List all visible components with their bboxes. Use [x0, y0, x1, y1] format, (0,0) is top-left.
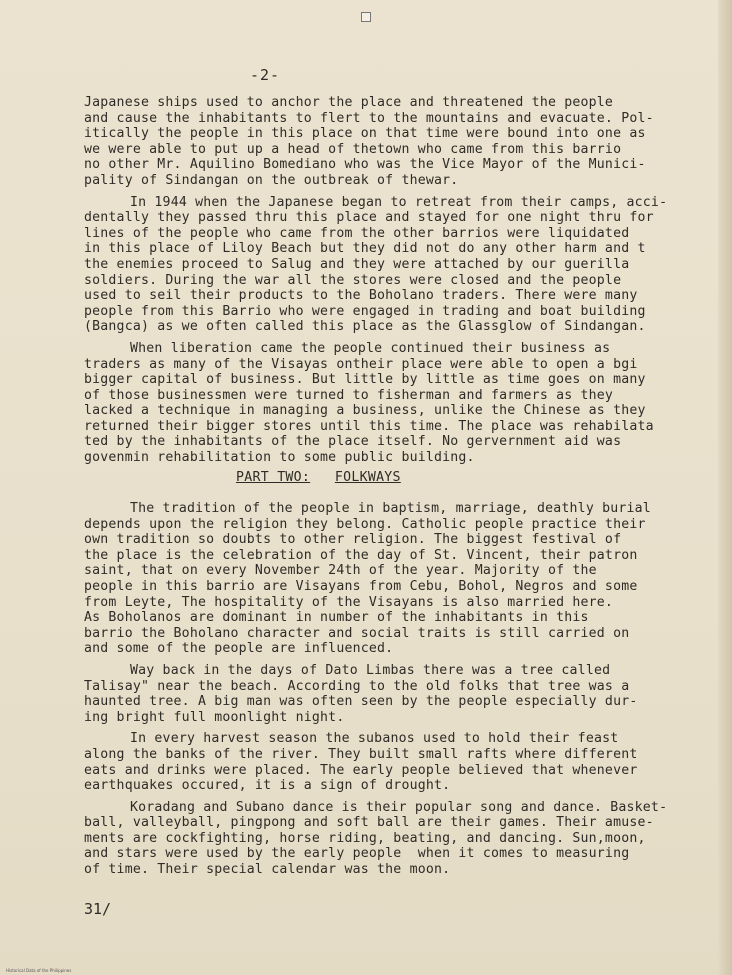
paragraph [84, 195, 724, 335]
text-line: (Bangca) as we often called this place as the Glassglow of Sindangan. [84, 319, 646, 335]
staple-mark [361, 12, 371, 22]
text-line: haunted tree. A big man was often seen by the people especially dur- [84, 694, 638, 710]
paragraph [84, 501, 724, 657]
section-heading-title: FOLKWAYS [334, 470, 401, 485]
text-line: dentally they passed thru this place and stayed for one night thru for [84, 210, 654, 226]
text-line: Talisay" near the beach. According to the old folks that tree was a [84, 678, 630, 694]
text-line: soldiers. During the war all the stores were closed and the people [84, 272, 622, 288]
text-line: of those businessmen were turned to fisherman and farmers as they [84, 387, 614, 403]
text-line: lines of the people who came from the other barrios were liquidated [84, 225, 630, 241]
text-line: in this place of Liloy Beach but they did not do any other harm and t [84, 241, 646, 257]
text-line: used to seil their products to the Boholano traders. There were many [84, 288, 638, 304]
archive-footer-text: Historical Data of the Philippines [6, 968, 72, 973]
text-line: we were able to put up a head of thetown who came from this barrio [84, 141, 622, 157]
text-line: ted by the inhabitants of the place itself. No gervernment aid was [84, 434, 622, 450]
text-line: govenmin rehabilitation to some public building. [84, 450, 475, 466]
text-line: own tradition so doubts to other religion. The biggest festival of [84, 532, 622, 548]
text-line: bigger capital of business. But little by little as time goes on many [84, 372, 646, 388]
text-line: saint, that on every November 24th of the year. Majority of the [84, 563, 597, 579]
text-line: and some of the people are influenced. [84, 641, 394, 657]
text-line: returned their bigger stores until this time. The place was rehabilata [84, 418, 654, 434]
text-line: The tradition of the people in baptism, marriage, deathly burial [130, 501, 651, 516]
section-heading-part: PART TWO: [236, 470, 311, 485]
text-line: As Boholanos are dominant in number of the inhabitants in this [84, 610, 589, 626]
text-line: itically the people in this place on that time were bound into one as [84, 126, 646, 142]
body-text-top [84, 95, 724, 466]
text-line: along the banks of the river. They built small rafts where different [84, 746, 638, 762]
section-heading [236, 470, 401, 485]
paragraph [84, 341, 724, 466]
text-line: Koradang and Subano dance is their popular song and dance. Basket- [130, 799, 668, 815]
text-line: ball, valleyball, pingpong and soft ball are their games. Their amuse- [84, 815, 654, 831]
text-line: no other Mr. Aquilino Bomediano who was the Vice Mayor of the Munici- [84, 157, 646, 173]
text-line: people from this Barrio who were engaged in trading and boat building [84, 303, 646, 319]
text-line: earthquakes occured, it is a sign of drought. [84, 778, 451, 794]
text-line: Way back in the days of Dato Limbas there was a tree called [130, 662, 611, 678]
text-line: people in this barrio are Visayans from Cebu, Bohol, Negros and some [84, 578, 638, 594]
text-line: traders as many of the Visayas ontheir place were able to open a bgi [84, 356, 638, 372]
text-line: pality of Sindangan on the outbreak of thewar. [84, 172, 459, 188]
paragraph [84, 95, 724, 189]
text-line: In 1944 when the Japanese began to retreat from their camps, acci- [130, 194, 668, 210]
text-line: ments are cockfighting, horse riding, beating, and dancing. Sun,moon, [84, 830, 646, 846]
paragraph [84, 663, 724, 725]
text-line: and cause the inhabitants to flert to the mountains and evacuate. Pol- [84, 110, 654, 126]
text-line: the place is the celebration of the day of St. Vincent, their patron [84, 547, 638, 563]
paragraph [84, 731, 724, 793]
paragraph [84, 800, 724, 878]
text-line: the enemies proceed to Salug and they were attached by our guerilla [84, 256, 630, 272]
text-line: Japanese ships used to anchor the place and threatened the people [84, 95, 614, 110]
text-line: depends upon the religion they belong. Catholic people practice their [84, 516, 646, 532]
text-line: In every harvest season the subanos used to hold their feast [130, 731, 619, 747]
text-line: of time. Their special calendar was the moon. [84, 862, 451, 878]
text-line: and stars were used by the early people when it comes to measuring [84, 846, 630, 862]
text-line: eats and drinks were placed. The early people believed that whenever [84, 762, 638, 778]
text-line: from Leyte, The hospitality of the Visayans is also married here. [84, 594, 614, 610]
text-line: lacked a technique in managing a business, unlike the Chinese as they [84, 403, 646, 419]
text-line: When liberation came the people continued their business as [130, 340, 619, 356]
text-line: ing bright full moonlight night. [84, 709, 345, 725]
text-line: barrio the Boholano character and social traits is still carried on [84, 625, 630, 641]
body-text-bottom [84, 501, 724, 878]
page-footer-number: 31/ [84, 900, 112, 918]
page-number: -2- [250, 66, 281, 84]
